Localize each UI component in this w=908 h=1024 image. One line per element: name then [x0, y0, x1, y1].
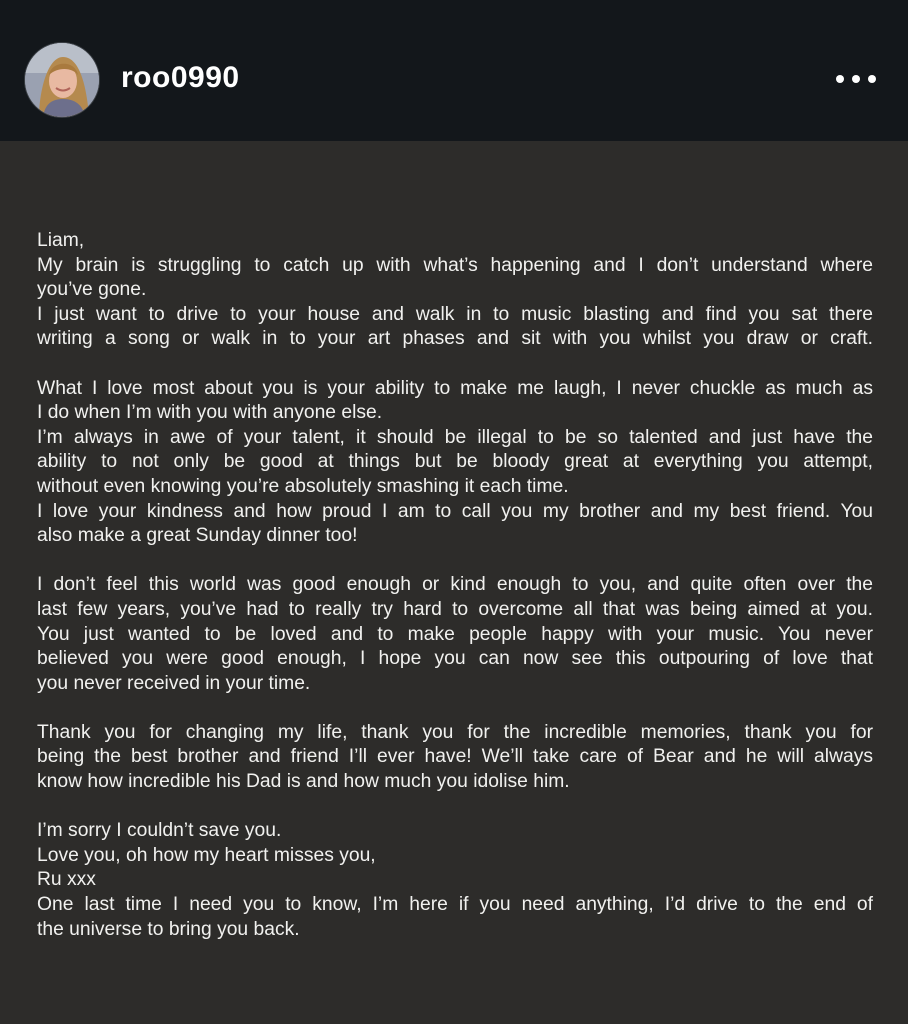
letter-line: My brain is struggling to catch up with what’s happening and I don’t understand where: [37, 254, 873, 276]
profile-avatar[interactable]: [25, 43, 99, 117]
letter-line: you never received in your time.: [37, 672, 311, 694]
letter-line: last few years, you’ve had to really try hard to overcome all that was being aimed at you.: [37, 598, 873, 620]
more-horizontal-icon: [852, 75, 860, 83]
letter-line: I’m sorry I couldn’t save you.: [37, 820, 282, 842]
letter-line: writing a song or walk in to your art phases and sit with you whilst you draw or craft.: [37, 328, 873, 350]
letter-line: the universe to bring you back.: [37, 918, 300, 940]
letter-line: Thank you for changing my life, thank you for the incredible memories, thank you for: [37, 721, 873, 743]
letter-line: I love your kindness and how proud I am to call you my brother and my best friend. You: [37, 500, 873, 522]
letter-text: [37, 229, 873, 942]
letter-line: Liam,: [37, 230, 85, 251]
letter-line: you’ve gone.: [37, 279, 147, 301]
letter-line: I just want to drive to your house and walk in to music blasting and find you sat there: [37, 303, 873, 325]
more-horizontal-icon: [836, 75, 844, 83]
letter-line: without even knowing you’re absolutely smashing it each time.: [37, 475, 569, 497]
letter-line: I don’t feel this world was good enough or kind enough to you, and quite often over the: [37, 574, 873, 596]
letter-paragraph: [37, 819, 873, 942]
letter-line: know how incredible his Dad is and how much you idolise him.: [37, 771, 570, 793]
letter-line: also make a great Sunday dinner too!: [37, 525, 358, 547]
letter-line: What I love most about you is your ability to make me laugh, I never chuckle as much as: [37, 377, 873, 399]
letter-line: Ru xxx: [37, 869, 96, 891]
post-header: [0, 0, 908, 141]
letter-line: Love you, oh how my heart misses you,: [37, 844, 376, 866]
more-horizontal-icon: [868, 75, 876, 83]
letter-paragraph: [37, 721, 873, 795]
letter-paragraph: [37, 573, 873, 696]
letter-line: You just wanted to be loved and to make people happy with your music. You never: [37, 623, 873, 645]
avatar-image: [25, 43, 99, 117]
letter-paragraph: [37, 229, 873, 352]
post-image: [0, 141, 908, 1024]
letter-line: I do when I’m with you with anyone else.: [37, 402, 383, 424]
letter-line: believed you were good enough, I hope you can now see this outpouring of love that: [37, 648, 873, 670]
letter-line: One last time I need you to know, I’m here if you need anything, I’d drive to the end of: [37, 894, 873, 916]
letter-line: being the best brother and friend I’ll ever have! We’ll take care of Bear and he will always: [37, 746, 873, 768]
username[interactable]: roo0990: [121, 61, 240, 94]
more-options-button[interactable]: [836, 67, 876, 91]
letter-line: ability to not only be good at things but be bloody great at everything you attempt,: [37, 451, 873, 473]
letter-paragraph: [37, 377, 873, 549]
letter-line: I’m always in awe of your talent, it should be illegal to be so talented and just have the: [37, 426, 873, 448]
